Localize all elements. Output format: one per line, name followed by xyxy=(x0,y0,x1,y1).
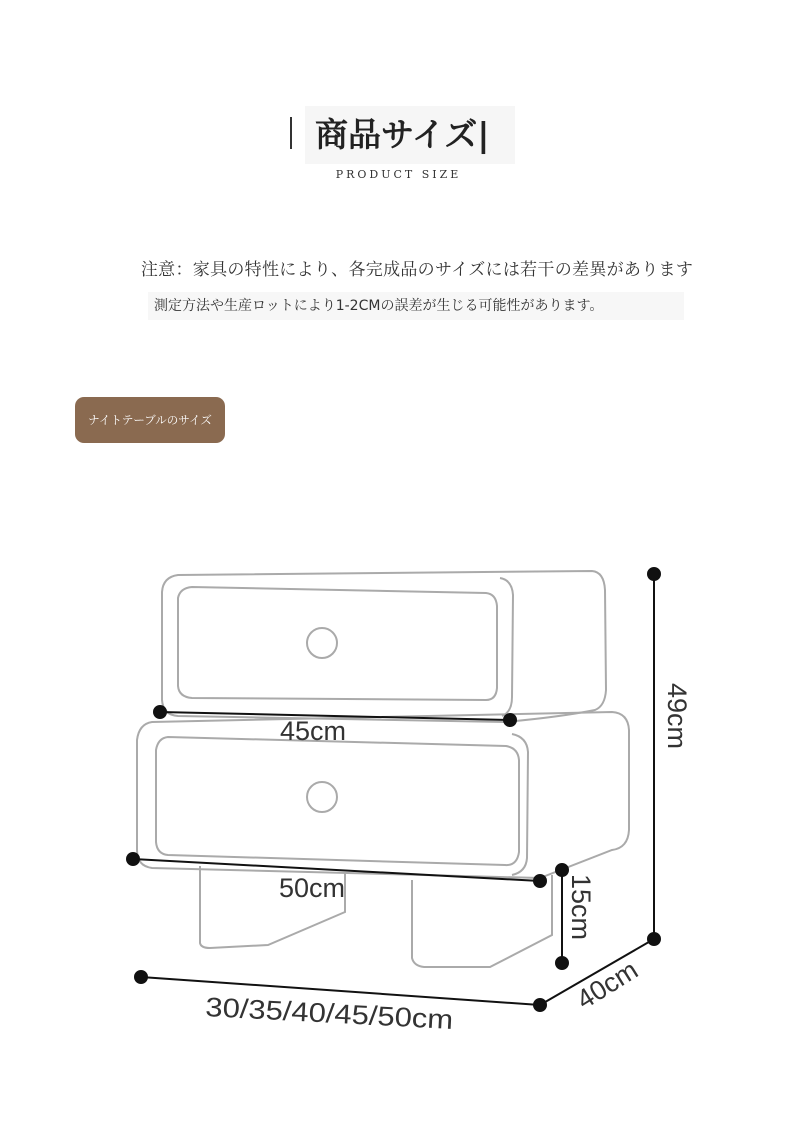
dimension-lines xyxy=(127,568,660,1011)
leg-height-dot-bottom xyxy=(556,957,568,969)
nightstand-illustration xyxy=(137,571,629,967)
total-height-dot-top xyxy=(648,568,660,580)
top-width-dot-right xyxy=(504,714,516,726)
top-width-label: 45cm xyxy=(280,716,347,746)
bottom-drawer-body xyxy=(137,712,629,878)
base-width-dot-left xyxy=(135,971,147,983)
page-subtitle: PRODUCT SIZE xyxy=(335,168,462,181)
bottom-width-dot-right xyxy=(534,875,546,887)
notice-line-1: 注意：家具の特性により、各完成品のサイズには若干の差異があります xyxy=(140,260,694,280)
right-leg xyxy=(412,875,552,967)
bottom-width-dot-left xyxy=(127,853,139,865)
notice-line-2: 測定方法や生産ロットにより1-2CMの誤差が生じる可能性があります。 xyxy=(148,292,684,320)
top-drawer-side xyxy=(500,578,513,716)
top-width-dot-left xyxy=(154,706,166,718)
base-width-label: 30/35/40/45/50cm xyxy=(204,992,423,1034)
title-accent-bar xyxy=(290,117,292,149)
bottom-drawer-knob xyxy=(307,782,337,812)
nightstand-dimension-diagram xyxy=(0,540,790,1060)
leg-height-label: 15cm xyxy=(566,874,596,941)
total-height-label: 49cm xyxy=(662,683,692,750)
top-drawer-knob xyxy=(307,628,337,658)
bottom-drawer-front xyxy=(156,737,519,865)
page-title: 商品サイズ| xyxy=(305,106,515,164)
section-badge: ナイトテーブルのサイズ xyxy=(75,397,225,443)
bottom-width-label: 50cm xyxy=(279,873,346,903)
depth-label: 40cm xyxy=(571,954,644,1016)
